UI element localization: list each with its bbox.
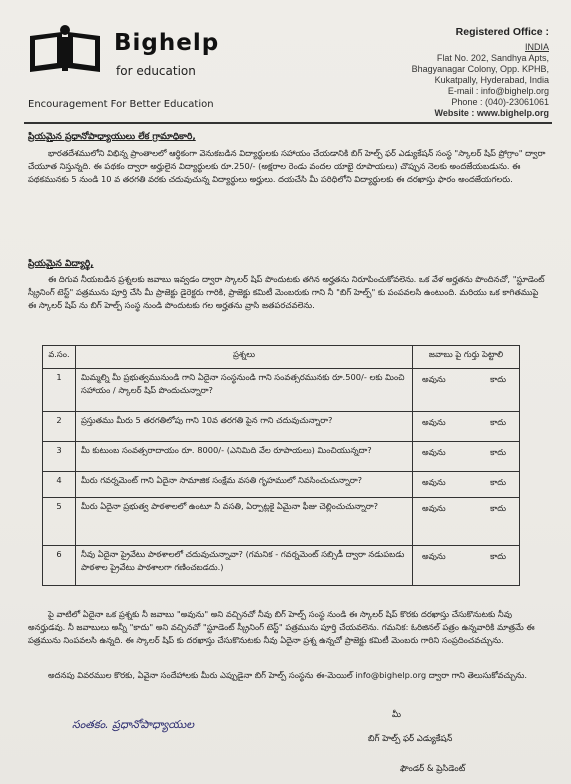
salutation-student: ప్రియమైన విద్యార్థి, xyxy=(28,259,94,269)
answer-yes-option[interactable]: అవును xyxy=(422,447,446,457)
question-number: 2 xyxy=(43,412,76,442)
answer-no-option[interactable]: కాదు xyxy=(490,447,506,457)
website-line: Website : www.bighelp.org xyxy=(434,108,549,118)
address-line: Bhagyanagar Colony, Opp. KPHB, xyxy=(411,64,549,74)
answer-cell xyxy=(413,369,520,412)
question-number: 4 xyxy=(43,472,76,498)
column-header-number: వ.సం. xyxy=(43,346,76,369)
question-text: మీరు గవర్నమెంట్ గాని ఏదైనా సామాజిక సంక్షేమ వసతి గృహములో నివసించుచున్నారా? xyxy=(76,472,413,498)
table-row xyxy=(43,412,520,442)
brand-name: Bighelp xyxy=(114,30,220,56)
answer-no-option[interactable]: కాదు xyxy=(490,417,506,427)
table-row xyxy=(43,546,520,586)
phone-line: Phone : (040)-23061061 xyxy=(451,97,549,107)
question-text: నీవు ఏదైనా ప్రైవేటు పాఠశాలలో చదువుచున్నావా? (గమనిక - గవర్నమెంట్ సబ్సిడీ ద్వారా నడుపబడు పాఠశాల ప్రైవేటు పాఠశాలగా గణించబడదు.) xyxy=(76,546,413,586)
answer-cell xyxy=(413,472,520,498)
answer-no-option[interactable]: కాదు xyxy=(490,374,506,384)
answer-yes-option[interactable]: అవును xyxy=(422,551,446,561)
address-line: INDIA xyxy=(524,42,549,52)
signatory-title: ఫౌండర్ & ప్రెసిడెంట్ xyxy=(400,764,466,774)
address-block xyxy=(349,42,549,119)
answer-yes-option[interactable]: అవును xyxy=(422,374,446,384)
question-text: ప్రస్తుతము మీరు 5 తరగతిలోపు గాని 10వ తరగతి పైన గాని చదువుచున్నారా? xyxy=(76,412,413,442)
question-number: 1 xyxy=(43,369,76,412)
answer-cell xyxy=(413,442,520,472)
answer-no-option[interactable]: కాదు xyxy=(490,477,506,487)
answer-yes-option[interactable]: అవును xyxy=(422,503,446,513)
table-header-row xyxy=(43,346,520,369)
brand-subtitle: for education xyxy=(116,64,196,78)
address-line: Kukatpally, Hyderabad, India xyxy=(434,75,549,85)
table-row xyxy=(43,498,520,546)
table-row xyxy=(43,369,520,412)
answer-no-option[interactable]: కాదు xyxy=(490,503,506,513)
address-line: Flat No. 202, Sandhya Apts, xyxy=(436,53,549,63)
organisation-signature: బిగ్ హెల్ప్ ఫర్ ఎడ్యుకేషన్ xyxy=(368,734,453,744)
intro-paragraph: భారతదేశములోని విభిన్న ప్రాంతాలలో ఆర్థికంగా వెనుకబడిన విద్యార్థులకు సహాయం చేయడానికి బిగ్ హెల్ప్ ఫర్ ఎడ్యుకేషన్ సంస్థ "స్కాలర్ షిప్ ప్రోగ్రాం" ద్వారా చేయూత నిస్తున్నది. ఈ పథకం ద్వారా అర్హులైన విద్యార్థులకు రూ.250/- (అక్షరాల రెండు వందల యాభై రూపాయలు) చొప్పున నెలకు అందజేయబడును. ఈ పథకమునకు 5 నుండి 10 వ తరగతి వరకు చదువుచున్న విద్యార్థులు అర్హులు. దయచేసి మీ పరిధిలోని విద్యార్థులకు ఈ దరఖాస్తు ఫారం అందజేయగలరు. xyxy=(28,148,546,184)
column-header-questions: ప్రశ్నలు xyxy=(76,346,413,369)
question-text: మిమ్మల్ని మీ ప్రభుత్వమునుండి గాని ఏదైనా సంస్థనుండి గాని సంవత్సరమునకు రూ.500/- లకు మించి సహాయం / స్కాలర్ షిప్ పొందుచున్నారా? xyxy=(76,369,413,412)
question-number: 3 xyxy=(43,442,76,472)
email-line: E-mail : info@bighelp.org xyxy=(447,86,549,96)
contact-paragraph: అదనపు వివరముల కొరకు, ఏవైనా సందేహాలకు మీరు ఎప్పుడైనా బిగ్ హెల్ప్ సంస్థను ఈ-మెయిల్ info@bighelp.org ద్వారా గాని తెలుసుకోవచ్చును. xyxy=(48,670,527,680)
tagline: Encouragement For Better Education xyxy=(28,99,214,110)
question-text: మీ కుటుంబ సంవత్సరాదాయం రూ. 8000/- (ఎనిమిది వేల రూపాయలు) మించియున్నదా? xyxy=(76,442,413,472)
screening-questions-table xyxy=(42,345,520,586)
answer-no-option[interactable]: కాదు xyxy=(490,551,506,561)
instructions-paragraph: ఈ దిగువ నీయబడిన ప్రశ్నలకు జవాబు ఇవ్వడం ద్వారా స్కాలర్ షిప్ పొందుటకు తగిన అర్హతను నిరూపించుకోవలెను. ఒక వేళ అర్హతను పొందినచో, "స్టూడెంట్ స్క్రీనింగ్ టెస్ట్" పత్రమును పూర్తి చేసి మీ ప్రాజెక్టు డైరెక్టరు గారికి, ప్రాజెక్టు కమిటీ మెంబరుకు గాని నీ "బిగ్ హెల్ప్" కు పంపవలసి ఉంటుంది. మరియు ఒక కాగితముపై ఈ స్కాలర్ షిప్ ను బిగ్ హెల్ప్ సంస్థ నుండి పొందుటకు గల అర్హతను వ్రాసి జతపరచవలెను. xyxy=(28,274,545,310)
answer-cell xyxy=(413,498,520,546)
eligibility-paragraph: పై వాటిలో ఏదైనా ఒక ప్రశ్నకు నీ జవాబు "అవును" అని వచ్చినచో నీవు బిగ్ హెల్ప్ సంస్థ నుండి ఈ స్కాలర్ షిప్ కొరకు దరఖాస్తు చేసుకొనుటకు నీవు అనర్హుడవు. నీ జవాబులు అన్నీ "కాదు" అని వచ్చినచో "స్టూడెంట్ స్క్రీనింగ్ టెస్ట్" పత్రమును పూర్తి చేయవలెను. గమనిక: ఓరిజినల్ పత్రం ఉన్నవారికి మాత్రమే ఈ పత్రమును నింపవలసి ఉన్నది. ఈ స్కాలర్ షిప్ కు దరఖాస్తు చేసుకొనుటకు నీవు ఏదైనా ప్రశ్న ఉన్నచో ప్రాజెక్టు కమిటీ మెంబరు గారిని సంప్రదించవచ్చును. xyxy=(28,609,535,645)
answer-cell xyxy=(413,412,520,442)
question-number: 6 xyxy=(43,546,76,586)
closing-word: మీ xyxy=(392,710,401,720)
header-divider xyxy=(24,122,552,124)
book-logo-icon xyxy=(26,24,104,76)
answer-cell xyxy=(413,546,520,586)
question-text: మీరు ఏదైనా ప్రభుత్వ పాఠశాలలో ఉంటూ నీ వసతి, ఏర్పాట్లకై ఏమైనా ఫీజు చెల్లించుచున్నారా? xyxy=(76,498,413,546)
table-row xyxy=(43,472,520,498)
column-header-answer: జవాబు పై గుర్తు పెట్టాలి xyxy=(413,346,520,369)
registered-office-title: Registered Office : xyxy=(455,26,549,38)
salutation-headmaster: ప్రియమైన ప్రధానోపాధ్యాయులు లేక గ్రామాధికారి, xyxy=(28,132,196,142)
question-number: 5 xyxy=(43,498,76,546)
answer-yes-option[interactable]: అవును xyxy=(422,477,446,487)
answer-yes-option[interactable]: అవును xyxy=(422,417,446,427)
table-row xyxy=(43,442,520,472)
headmaster-signature: సంతకం. ప్రధానోపాధ్యాయుల xyxy=(72,718,195,731)
